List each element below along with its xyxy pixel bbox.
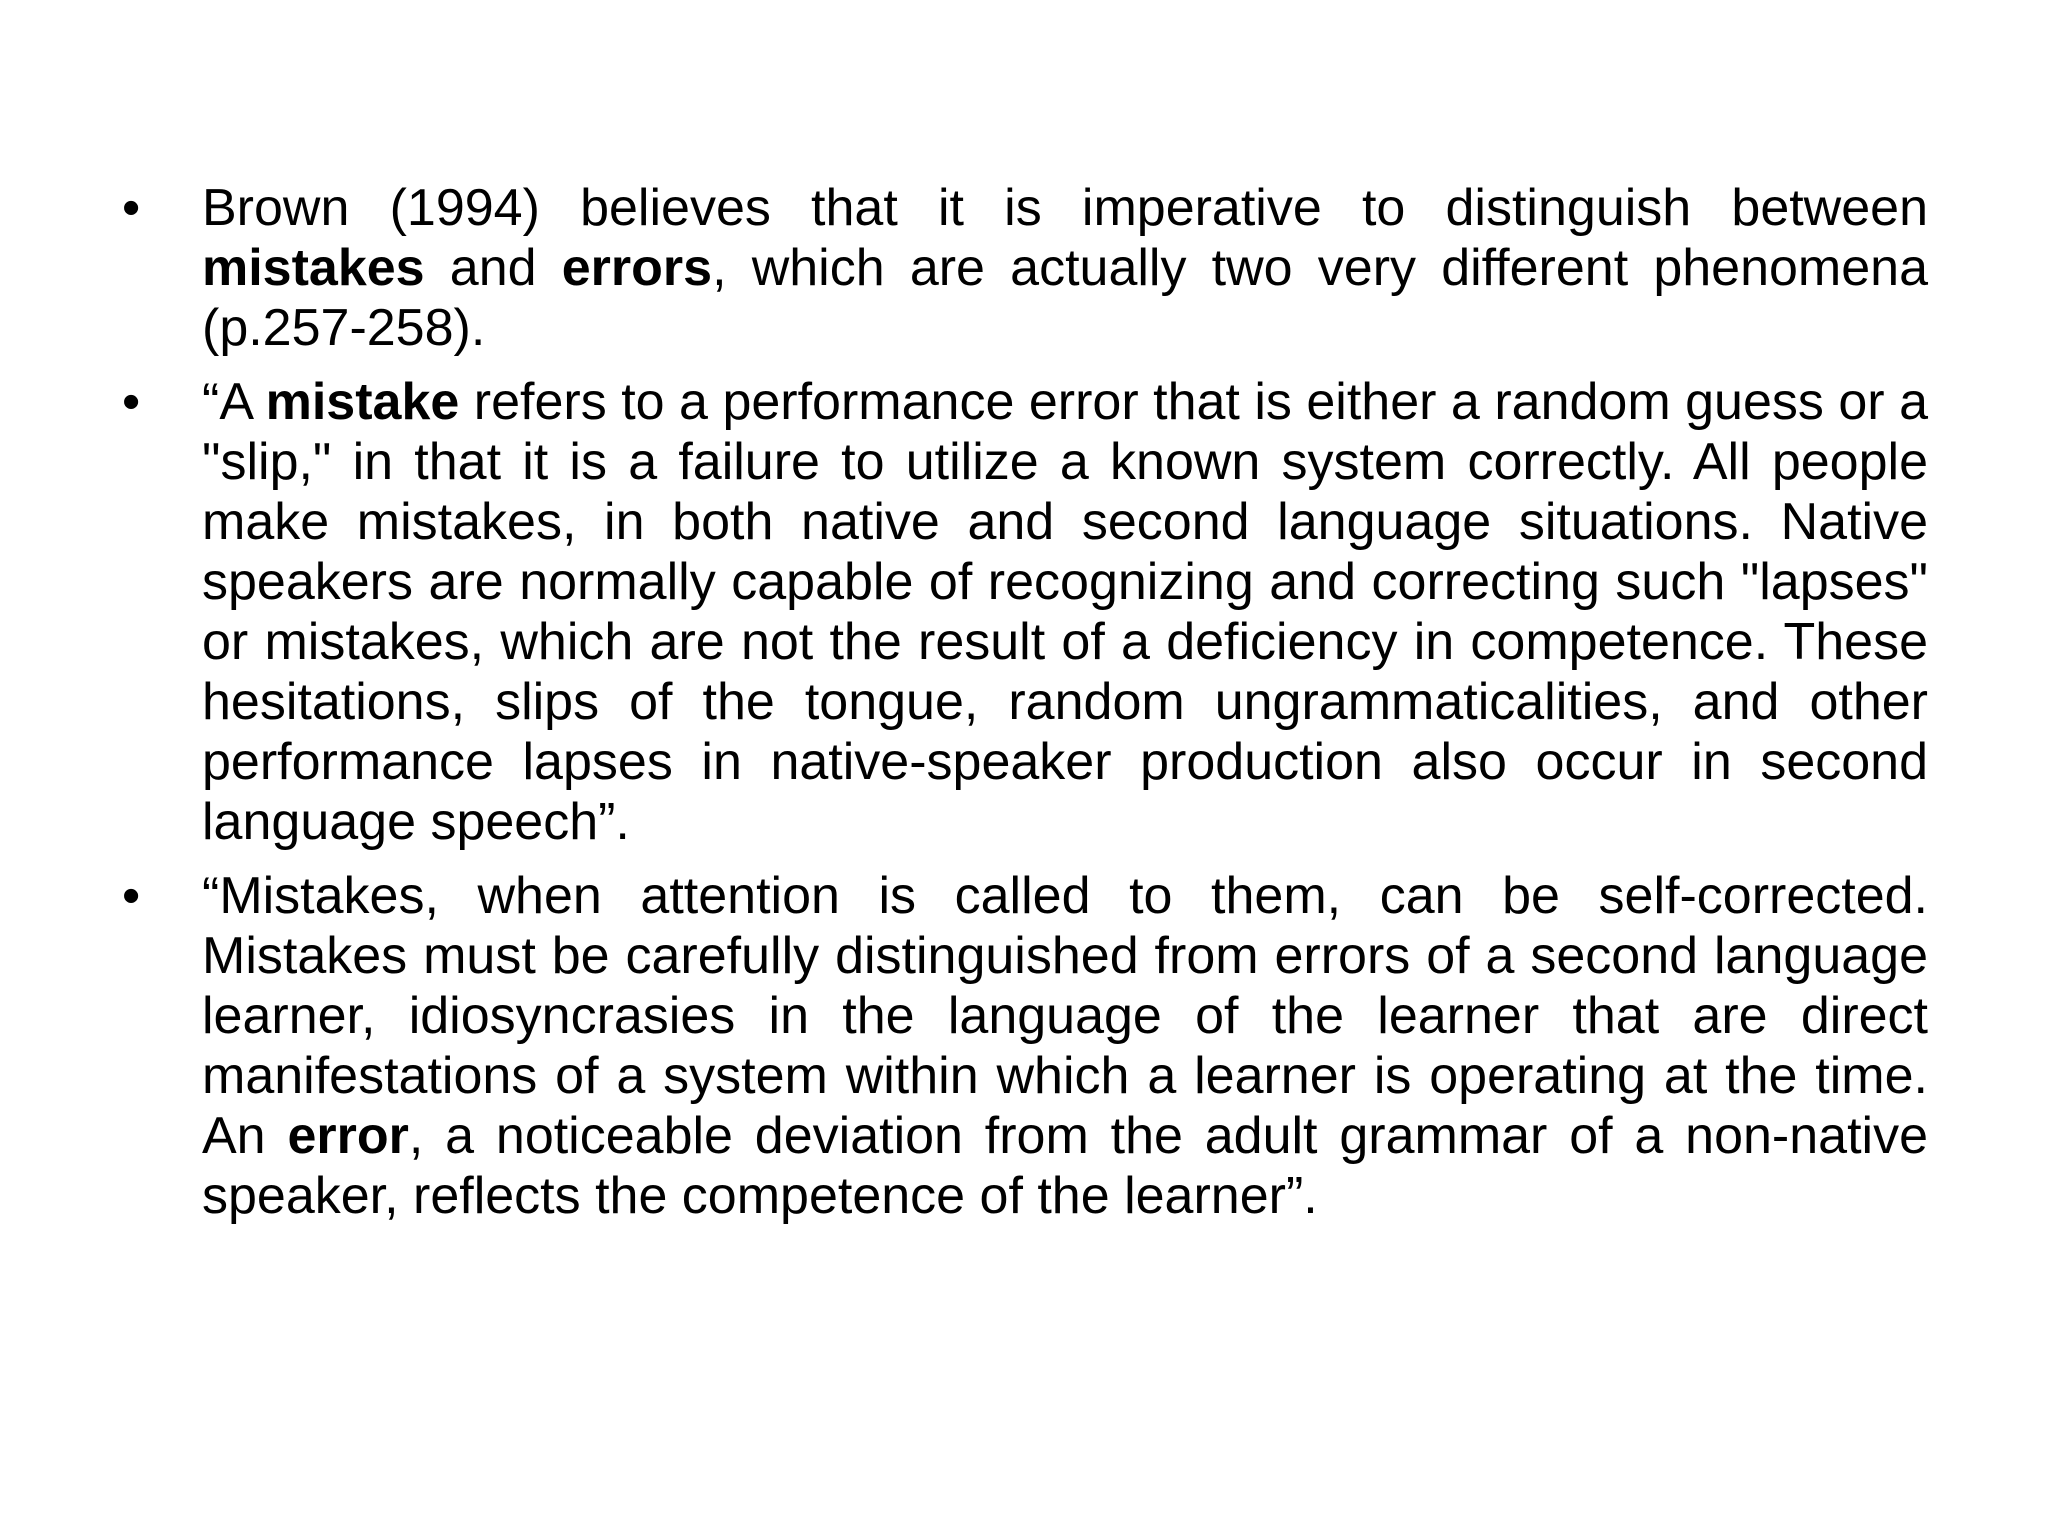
bullet-1-text: Brown (1994) believes that it is imperative to distinguish between (202, 179, 1928, 237)
bold-term-error: error (287, 1107, 409, 1165)
bullet-item-2 (122, 372, 1929, 852)
bullet-3-text: , a noticeable deviation from the adult grammar of a non-native speaker, reflects the competence of the learner”. (202, 1107, 1928, 1225)
bullet-item-3 (122, 866, 1928, 1226)
bullet-dot: • (122, 373, 141, 431)
bullet-item-1 (122, 178, 1929, 358)
bullet-list (122, 178, 1929, 1240)
bullet-2-text: “A (202, 373, 266, 431)
bullet-2-text: refers to a performance error that is either a random guess or a "slip," in that it is a failure to utilize a known system correctly. All people make mistakes, in both native and second language situations. Native speakers are normally capable of recognizing and correcting such "lapses" or mistakes, which are not the result of a deficiency in competence. These hesitations, slips of the tongue, random ungrammaticalities, and other performance lapses in native-speaker production also occur in second language speech”. (202, 373, 1929, 851)
bullet-3-text: “Mistakes, when attention is called to them, can be self-corrected. Mistakes must be carefully distinguished from errors of a second language learner, idiosyncrasies in the language of the learner that are direct manifestations of a system within which a learner is operating at the time. An (202, 867, 1928, 1165)
bullet-1-text: and (424, 239, 562, 297)
bullet-dot: • (122, 867, 141, 925)
bullet-1-text: , which are actually two very different phenomena (p.257-258). (202, 239, 1929, 357)
bold-term-errors: errors (561, 239, 713, 297)
bold-term-mistakes: mistakes (202, 239, 425, 297)
bullet-dot: • (122, 179, 141, 237)
bold-term-mistake: mistake (265, 373, 460, 431)
